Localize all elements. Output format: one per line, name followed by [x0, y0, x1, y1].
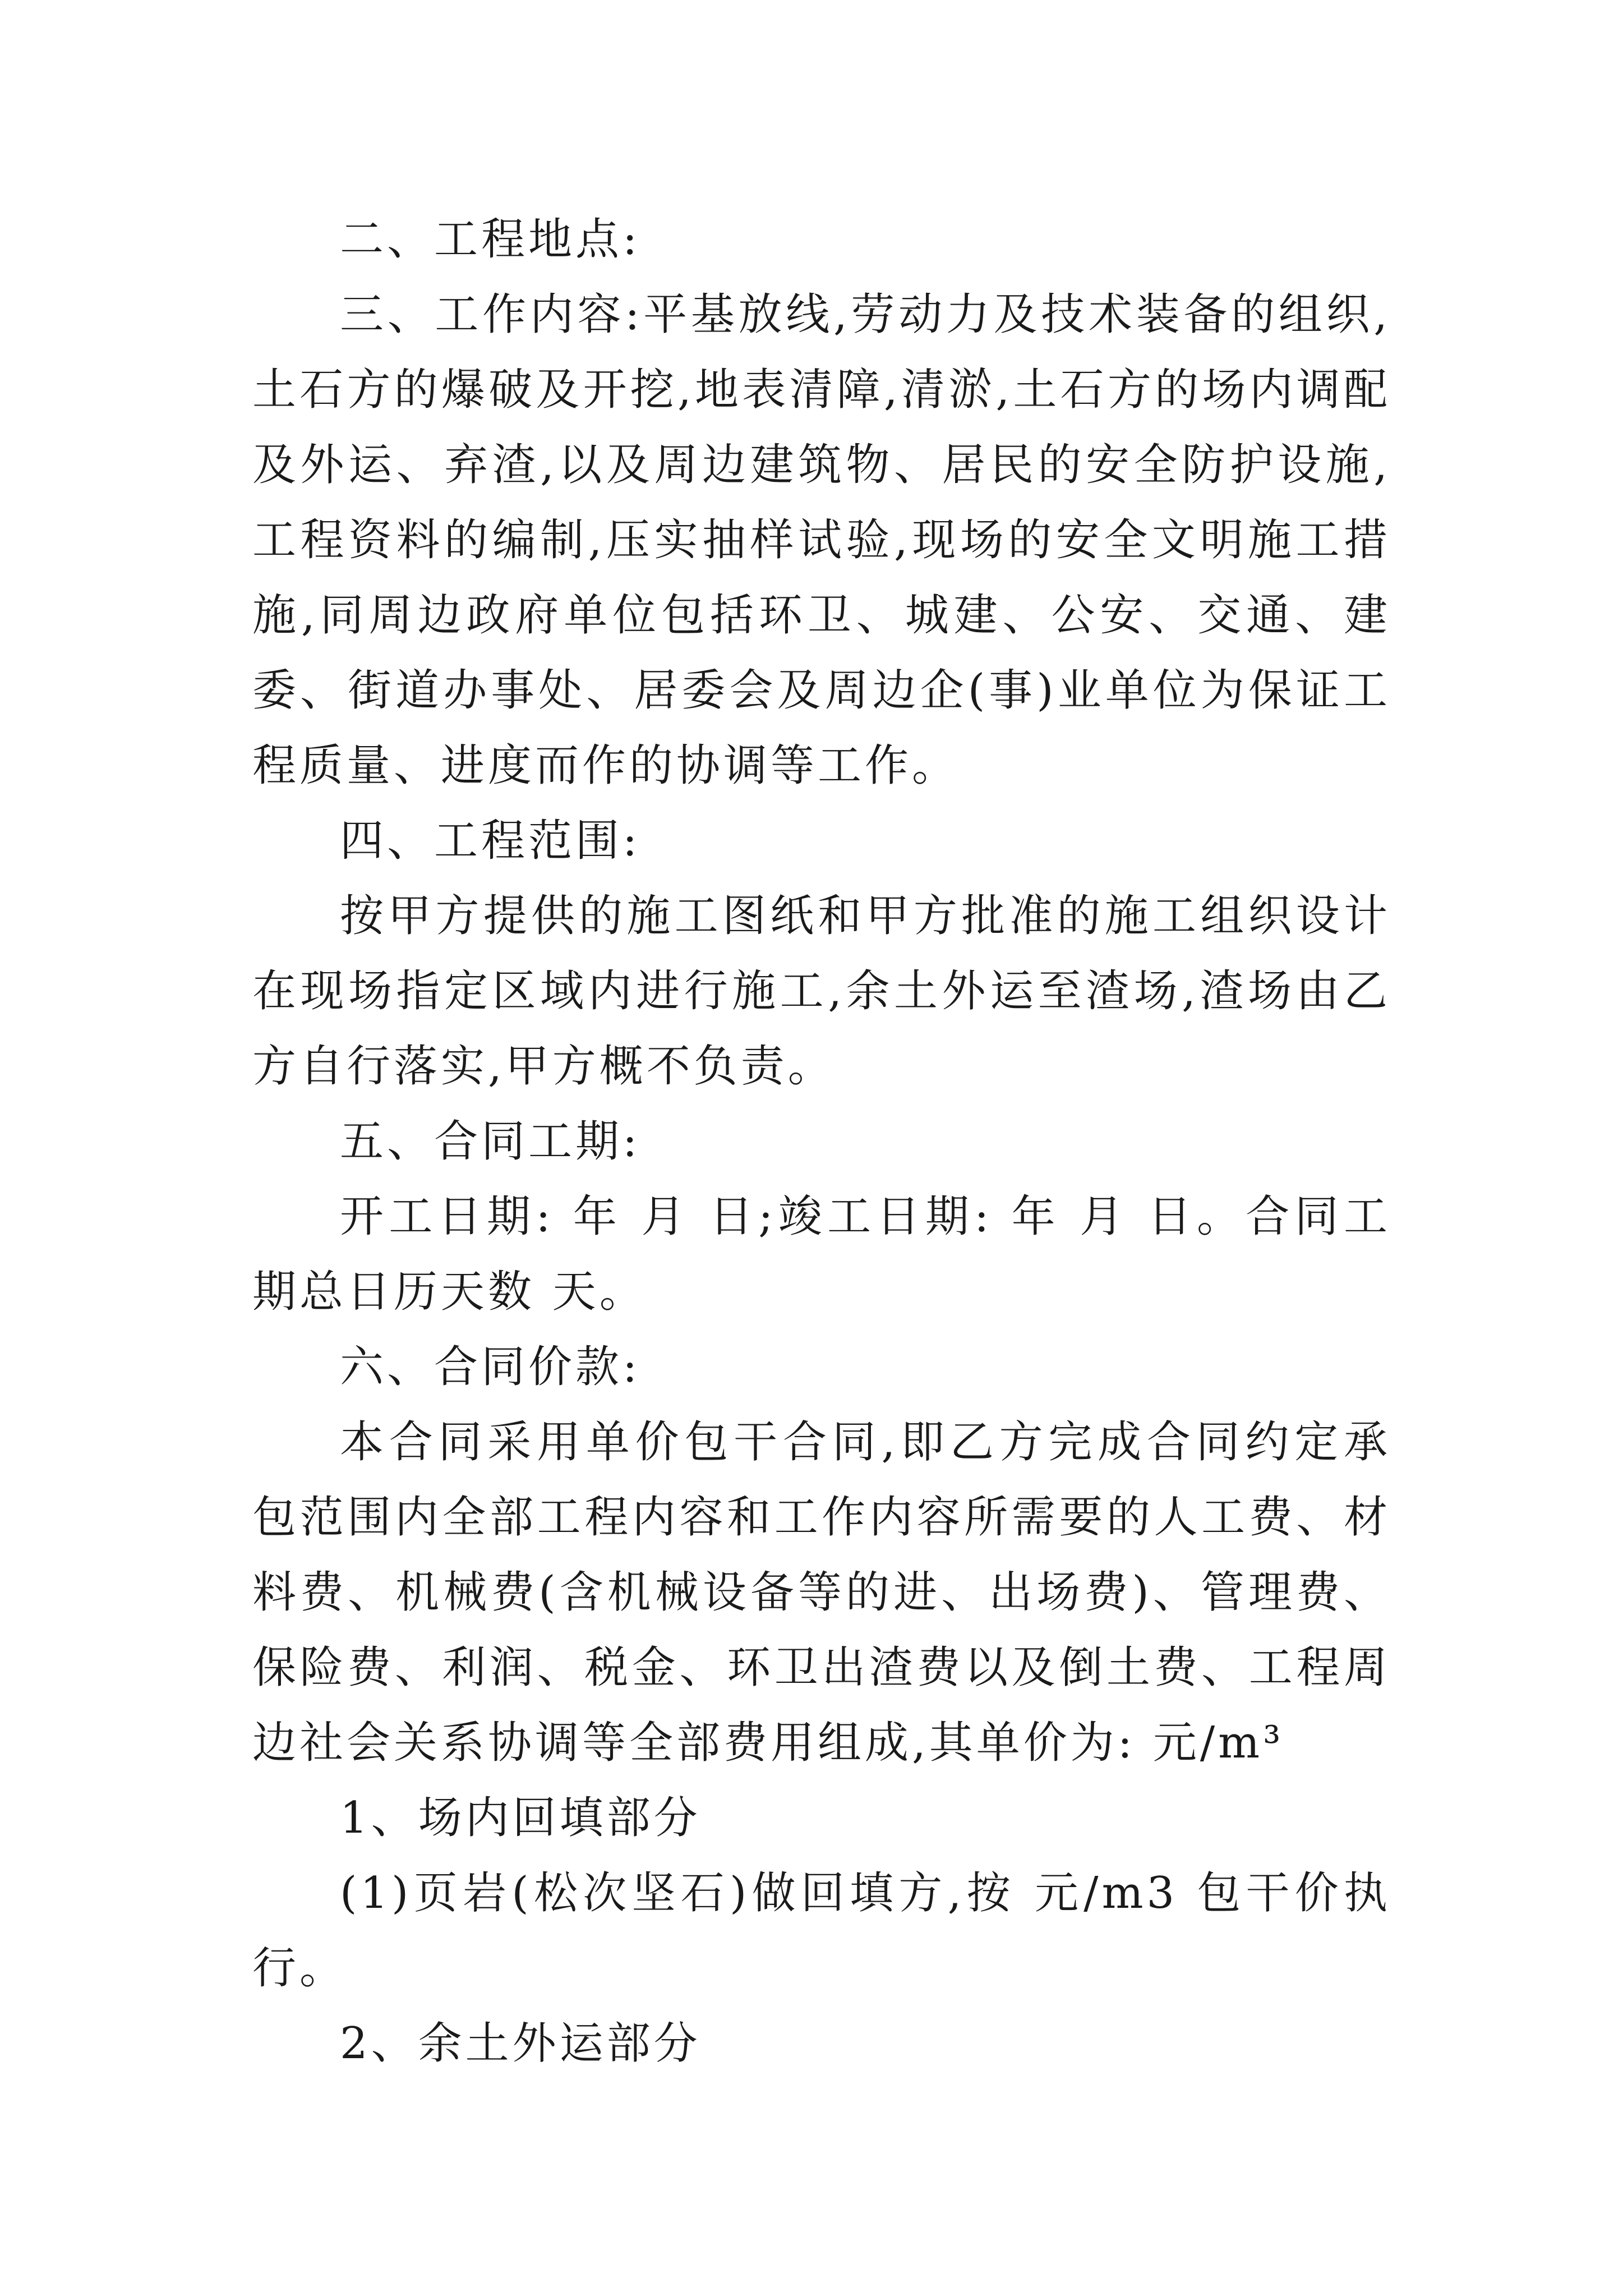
section-heading-price: 六、合同价款:	[340, 1342, 641, 1392]
section-heading-location: 二、工程地点:	[340, 214, 641, 265]
work-content-paragraph: 三、工作内容:平基放线,劳动力及技术装备的组织,土石方的爆破及开挖,地表清障,清淤,土石方的场内调配及外运、弃渣,以及周边建筑物、居民的安全防护设施,工程资料的编制,压实抽样试验,现场的安全文明施工措施,同周边政府单位包括环卫、城建、公安、交通、建委、街道办事处、居委会及周边企(事)业单位为保证工程质量、进度而作的协调等工作。	[252, 289, 1391, 791]
backfill-item-1: (1)页岩(松次坚石)做回填方,按 元/m3 包干价执行。	[252, 1868, 1391, 1994]
section-heading-scope: 四、工程范围:	[340, 816, 641, 866]
subsection-spoil-transport: 2、余土外运部分	[340, 2018, 701, 2069]
scope-paragraph: 按甲方提供的施工图纸和甲方批准的施工组织设计在现场指定区域内进行施工,余土外运至渣场,渣场由乙方自行落实,甲方概不负责。	[252, 891, 1391, 1092]
duration-paragraph: 开工日期: 年 月 日;竣工日期: 年 月 日。合同工期总日历天数 天。	[252, 1191, 1391, 1317]
section-heading-duration: 五、合同工期:	[340, 1116, 641, 1167]
price-paragraph: 本合同采用单价包干合同,即乙方完成合同约定承包范围内全部工程内容和工作内容所需要的人工费、材料费、机械费(含机械设备等的进、出场费)、管理费、保险费、利润、税金、环卫出渣费以及倒土费、工程周边社会关系协调等全部费用组成,其单价为: 元/m³	[252, 1417, 1391, 1768]
document-body	[252, 202, 1391, 2081]
subsection-backfill: 1、场内回填部分	[340, 1793, 701, 1843]
